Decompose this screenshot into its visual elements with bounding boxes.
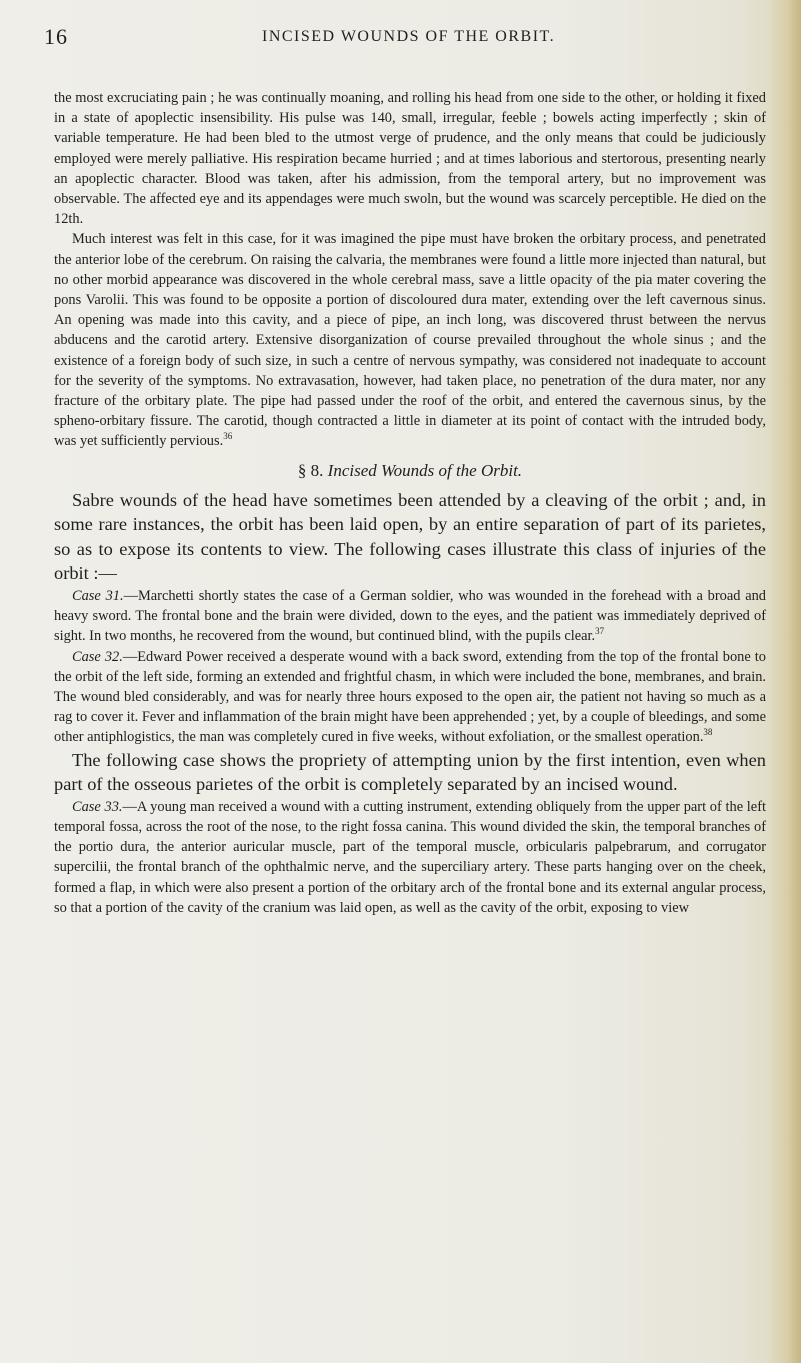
case-32-text: —Edward Power received a desperate wound with a back sword, extending from the top of the frontal bone to the orbit of the left side, forming an extended and frightful chasm, in which were included the bone, membranes, and brain. The wound bled considerably, and was for nearly three hours exposed to the open air, the patient not having so much as a rag to cover it. Fever and inflammation of the brain might have been apprehended ; yet, by a couple of bleedings, and some other antiphlogistics, the man was completely cured in five weeks, without exfoliation, or the smallest operation. <box>54 648 766 746</box>
page-body <box>54 88 766 918</box>
section-number: § 8. <box>297 460 324 480</box>
footnote-ref-36: 36 <box>223 431 233 442</box>
paragraph-first-intention: The following case shows the propriety of attempting union by the first intention, even when part of the osseous parietes of the orbit is completely separated by an incised wound. <box>54 749 766 795</box>
paragraph-continuation: the most excruciating pain ; he was continually moaning, and rolling his head from one side to the other, or holding it fixed in a state of apoplectic insensibility. His pulse was 140, small, irregular, feeble ; bowels acting imperfectly ; skin of variable temperature. He had been bled to the utmost verge of prudence, and the only means that could be judiciously employed were merely palliative. His respiration became hurried ; and at times laborious and stertorous, presenting nearly an apoplectic character. Blood was taken, after his admission, from the temporal artery, but no improvement was observable. The affected eye and its appendages were much swoln, but the wound was scarcely perceptible. He died on the 12th. <box>54 90 766 228</box>
case-32 <box>54 647 766 748</box>
paragraph-intro-sabre: Sabre wounds of the head have sometimes been attended by a cleaving of the orbit ; and, in some rare instances, the orbit has been laid open, by an entire separation of part of its parietes, so as to expose its contents to view. The following cases illustrate this class of injuries of the orbit :— <box>54 489 766 584</box>
page-number: 16 <box>44 24 68 49</box>
footnote-ref-38: 38 <box>703 727 713 738</box>
case-33-label: Case 33. <box>72 798 123 815</box>
page-edge-shadow <box>767 0 801 1363</box>
case-32-label: Case 32. <box>72 648 123 665</box>
paragraph-autopsy-text: Much interest was felt in this case, for it was imagined the pipe must have broken the orbitary process, and penetrated the anterior lobe of the cerebrum. On raising the calvaria, the membranes were found a little more injected than natural, but no other morbid appearance was discovered in the whole cerebral mass, save a little opacity of the pia mater covering the pons Varolii. This was found to be opposite a portion of discoloured dura mater, extending over the left cavernous sinus. An opening was made into this cavity, and a piece of pipe, an inch long, was discovered thrust between the nervus abducens and the carotid artery. Extensive disorganization of course prevailed throughout the whole sinus ; and the existence of a foreign body of such size, in such a centre of nervous sympathy, was considered not inadequate to account for the severity of the symptoms. No extravasation, however, had taken place, no penetration of the dura mater, nor any fracture of the orbitary plate. The pipe had passed under the roof of the orbit, and entered the cavernous sinus, by the spheno-orbitary fissure. The carotid, though contracted a little in diameter at its point of contact with the intruded body, was yet sufficiently pervious. <box>54 231 766 450</box>
page-header <box>44 24 774 58</box>
case-31-text: —Marchetti shortly states the case of a German soldier, who was wounded in the forehead with a broad and heavy sword. The frontal bone and the brain were divided, down to the eyes, and the patient was immediately deprived of sight. In two months, he recovered from the wound, but continued blind, with the pupils clear. <box>54 588 767 645</box>
section-heading <box>54 458 766 484</box>
case-33 <box>54 797 766 918</box>
case-33-text: —A young man received a wound with a cutting instrument, extending obliquely from the upper part of the left temporal fossa, across the root of the nose, to the right fossa canina. This wound divided the skin, the temporal branches of the portio dura, the anterior auricular muscle, part of the temporal muscle, orbicularis palpebrarum, and corrugator supercilii, the frontal branch of the ophthalmic nerve, and the superciliary artery. These parts hanging over on the cheek, formed a flap, in which were also present a portion of the orbitary arch of the frontal bone and its external angular process, so that a portion of the cavity of the cranium was laid open, as well as the cavity of the orbit, exposing to view <box>54 798 766 916</box>
case-31 <box>54 586 766 647</box>
footnote-ref-37: 37 <box>595 626 605 637</box>
paragraph-autopsy <box>54 229 766 451</box>
running-head: INCISED WOUNDS OF THE ORBIT. <box>262 28 556 45</box>
section-title: Incised Wounds of the Orbit. <box>327 460 523 480</box>
case-31-label: Case 31. <box>72 588 124 605</box>
